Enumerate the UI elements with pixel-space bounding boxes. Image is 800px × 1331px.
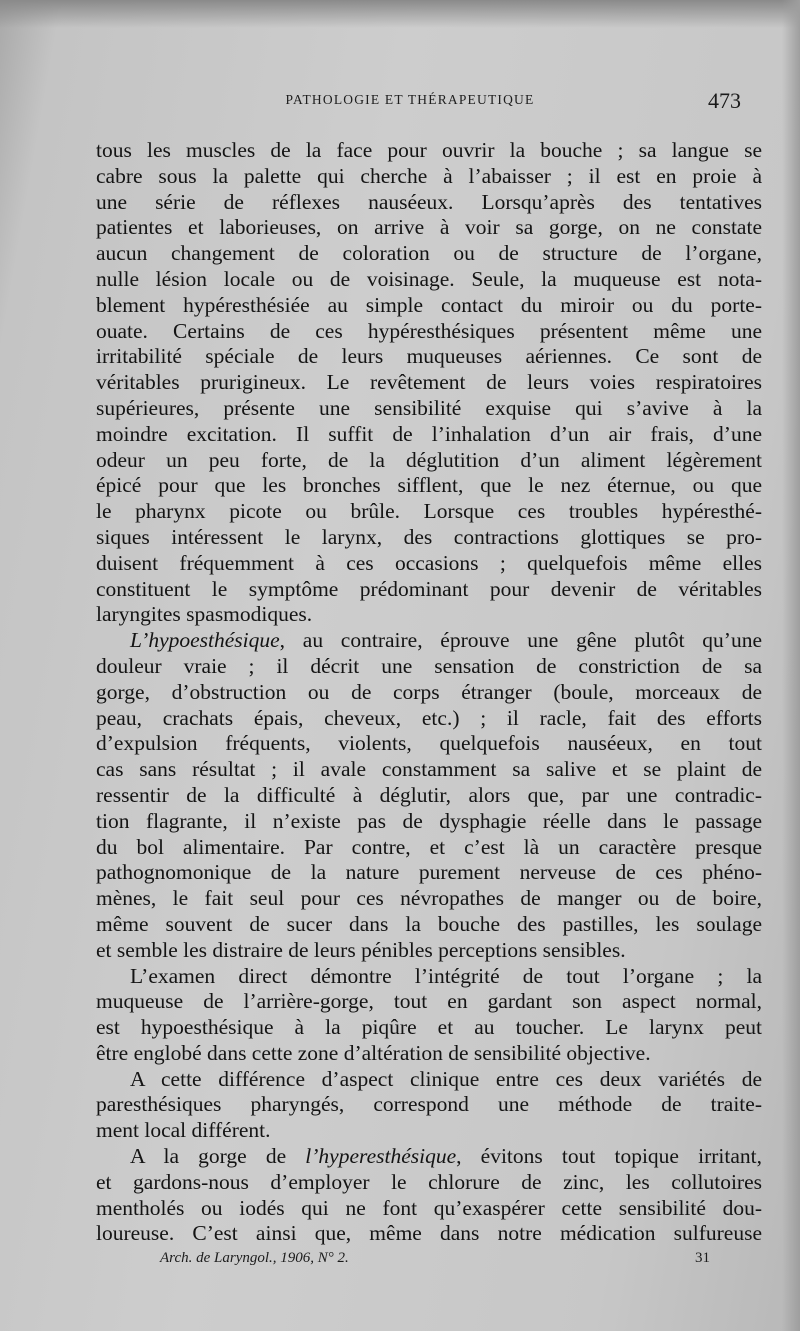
text-line: constituent le symptôme prédominant pour devenir de véritables — [96, 576, 762, 601]
text-line-hyper — [96, 1144, 762, 1170]
text-line: épicé pour que les bronches sifflent, que le nez éternue, ou que — [96, 473, 762, 498]
text-line: tous les muscles de la face pour ouvrir la bouche ; sa langue se — [96, 138, 762, 162]
text-line: tion flagrante, il n’existe pas de dysphagie réelle dans le passage — [96, 808, 762, 833]
text-line: le pharynx picote ou brûle. Lorsque ces troubles hypéresthé- — [96, 499, 762, 524]
footer-source: Arch. de Laryngol., 1906, N° 2. — [160, 1250, 349, 1266]
text-line: même souvent de sucer dans la bouche des pastilles, les soulage — [96, 911, 762, 936]
text-line: véritables prurigineux. Le revêtement de leurs voies respiratoires — [96, 370, 762, 395]
signature-mark: 31 — [695, 1250, 710, 1266]
text-line: moindre excitation. Il suffit de l’inhalation d’un air frais, d’une — [96, 421, 762, 446]
text-line-hypo — [96, 628, 762, 654]
text-line: A cette différence d’aspect clinique entre ces deux variétés de — [130, 1066, 762, 1091]
text-line: du bol alimentaire. Par contre, et c’est là un caractère presque — [96, 834, 762, 859]
page-footer — [160, 1250, 720, 1272]
text-line: aucun changement de coloration ou de structure de l’organe, — [96, 241, 762, 266]
text-line: duisent fréquemment à ces occasions ; quelquefois même elles — [96, 550, 762, 575]
text-line: douleur vraie ; il décrit une sensation de constriction de sa — [96, 653, 762, 678]
text-line: peau, crachats épais, cheveux, etc.) ; il racle, fait des efforts — [96, 705, 762, 730]
text-line: L’examen direct démontre l’intégrité de tout l’organe ; la — [130, 963, 762, 988]
text-line: pathognomonique de la nature purement nerveuse de ces phéno- — [96, 860, 762, 885]
text-line: une série de réflexes nauséeux. Lorsqu’après des tentatives — [96, 189, 762, 214]
text-line: blement hypéresthésiée au simple contact du miroir ou du porte- — [96, 292, 762, 317]
text-line: muqueuse de l’arrière-gorge, tout en gardant son aspect normal, — [96, 989, 762, 1014]
text-line: patientes et laborieuses, on arrive à voir sa gorge, on ne constate — [96, 215, 762, 240]
hypo-rest: , au contraire, éprouve une gêne plutôt qu’une — [279, 628, 762, 653]
hyper-lead: A la gorge de — [130, 1144, 306, 1169]
text-line: ment local différent. — [96, 1118, 271, 1143]
text-line: cas sans résultat ; il avale constamment sa salive et se plaint de — [96, 757, 762, 782]
text-line: d’expulsion fréquents, violents, quelquefois nauséeux, en tout — [96, 731, 762, 756]
text-line: mènes, le fait seul pour ces névropathes de manger ou de boire, — [96, 886, 762, 911]
hypo-term: L’hypoesthésique — [130, 628, 280, 653]
hyper-term: l’hyperesthésique — [305, 1144, 457, 1169]
text-line: laryngites spasmodiques. — [96, 602, 313, 627]
body-text — [96, 138, 762, 1247]
text-line: nulle lésion locale ou de voisinage. Seule, la muqueuse est nota- — [96, 266, 762, 291]
text-line: loureuse. C’est ainsi que, même dans notre médication sulfureuse — [96, 1221, 762, 1246]
text-line: est hypoesthésique à la piqûre et au toucher. Le larynx peut — [96, 1015, 762, 1040]
text-line: mentholés ou iodés qui ne font qu’exaspérer cette sensibilité dou- — [96, 1195, 762, 1220]
text-line: odeur un peu forte, de la déglutition d’un aliment légèrement — [96, 447, 762, 472]
text-line: et semble les distraire de leurs pénibles perceptions sensibles. — [96, 937, 626, 962]
text-line: être englobé dans cette zone d’altération de sensibilité objective. — [96, 1040, 651, 1065]
text-line: supérieures, présente une sensibilité exquise qui s’avive à la — [96, 395, 762, 420]
text-line: siques intéressent le larynx, des contractions glottiques se pro- — [96, 524, 762, 549]
text-line: gorge, d’obstruction ou de corps étranger (boule, morceaux de — [96, 679, 762, 704]
text-line: paresthésiques pharyngés, correspond une méthode de traite- — [96, 1092, 762, 1117]
text-line: ressentir de la difficulté à déglutir, alors que, par une contradic- — [96, 782, 762, 807]
hyper-rest: , évitons tout topique irritant, — [456, 1144, 762, 1169]
page-number: 473 — [708, 88, 741, 113]
running-title: PATHOLOGIE ET THÉRAPEUTIQUE — [285, 92, 535, 107]
text-line: et gardons-nous d’employer le chlorure de zinc, les collutoires — [96, 1169, 762, 1194]
text-line: ouate. Certains de ces hypéresthésiques présentent même une — [96, 318, 762, 343]
text-line: irritabilité spéciale de leurs muqueuses aériennes. Ce sont de — [96, 344, 762, 369]
text-line: cabre sous la palette qui cherche à l’abaisser ; il est en proie à — [96, 163, 762, 188]
